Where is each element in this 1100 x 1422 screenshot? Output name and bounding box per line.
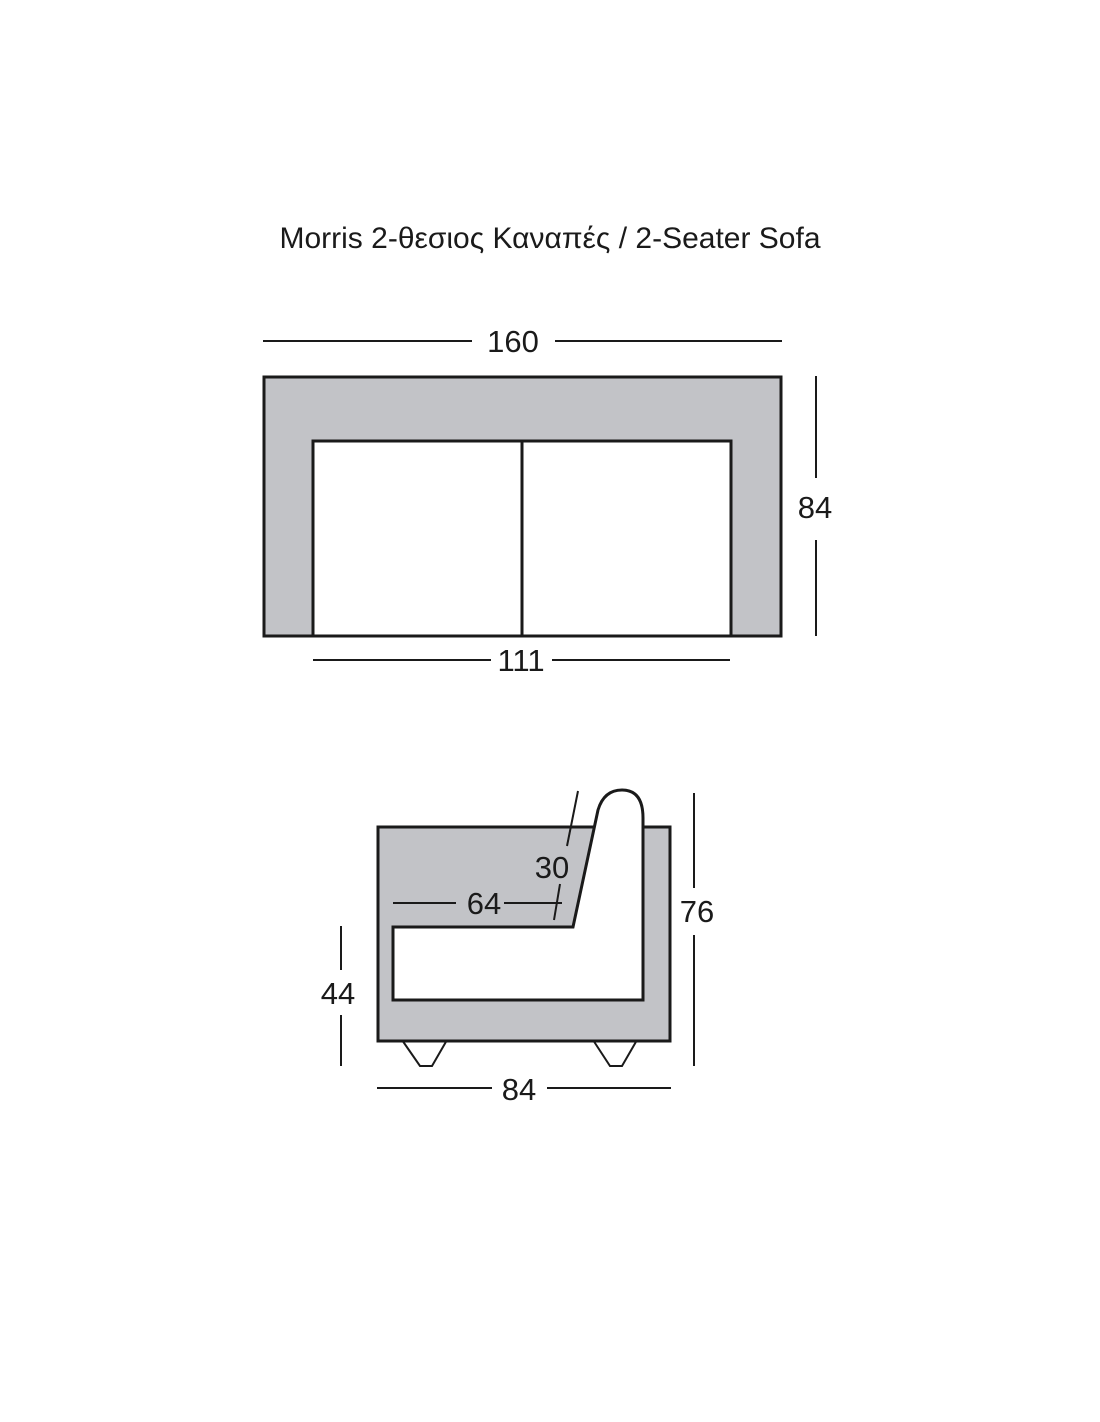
side-depth-label: 84	[501, 1072, 537, 1107]
top-width-label: 160	[487, 324, 539, 359]
top-seat-cushion-right	[522, 441, 731, 636]
top-seat-cushion-left	[313, 441, 522, 636]
top-inner-width-label: 111	[497, 643, 545, 678]
side-leg-back	[593, 1040, 637, 1066]
side-backrest-label: 30	[534, 850, 570, 885]
side-seat-depth-label: 64	[466, 886, 502, 921]
side-view	[321, 790, 714, 1107]
side-leg-front	[402, 1040, 447, 1066]
diagram-title: Morris 2-θεσιος Καναπές / 2-Seater Sofa	[279, 222, 821, 255]
side-height-label: 76	[679, 894, 715, 929]
side-seat-height-label: 44	[320, 976, 356, 1011]
top-view	[263, 324, 832, 678]
top-depth-label: 84	[797, 490, 833, 525]
